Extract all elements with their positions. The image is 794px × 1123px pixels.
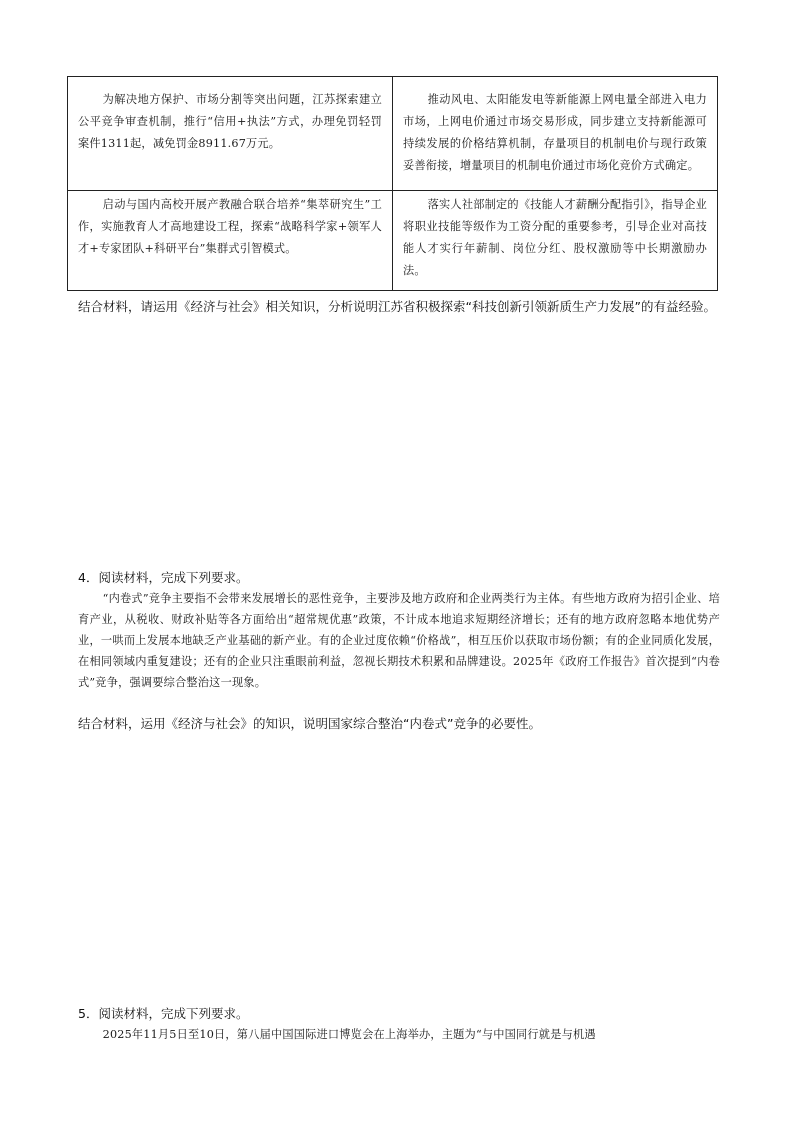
table-cell bbox=[68, 77, 393, 191]
q5-material: 2025年11月5日至10日，第八届中国国际进口博览会在上海举办，主题为“与中国同行就是与机遇 bbox=[102, 1028, 596, 1041]
cell-text: 启动与国内高校开展产教融合联合培养“集萃研究生”工作，实施教育人才高地建设工程，探索“战略科学家+领军人才+专家团队+科研平台”集群式引智模式。 bbox=[78, 198, 382, 255]
q4-prompt: 结合材料，运用《经济与社会》的知识，说明国家综合整治“内卷式”竞争的必要性。 bbox=[78, 716, 541, 731]
table-row bbox=[68, 77, 718, 191]
cell-text: 为解决地方保护、市场分割等突出问题，江苏探索建立公平竞争审查机制，推行“信用+执法”方式，办理免罚轻罚案件1311起，减免罚金8911.67万元。 bbox=[78, 93, 382, 150]
table-cell bbox=[393, 77, 718, 191]
q5-title: 5．阅读材料，完成下列要求。 bbox=[78, 1006, 249, 1021]
cell-text: 落实人社部制定的《技能人才薪酬分配指引》，指导企业将职业技能等级作为工资分配的重要参考，引导企业对高技能人才实行年薪制、岗位分红、股权激励等中长期激励办法。 bbox=[403, 198, 707, 277]
table-cell bbox=[393, 191, 718, 291]
table-cell bbox=[68, 191, 393, 291]
q4-material: “内卷式”竞争主要指不会带来发展增长的恶性竞争，主要涉及地方政府和企业两类行为主体。有些地方政府为招引企业、培育产业，从税收、财政补贴等各方面给出“超常规优惠”政策，不计成本地追求短期经济增长；还有的地方政府忽略本地优势产业，一哄而上发展本地缺乏产业基础的新产业。有的企业过度依赖“价格战”，相互压价以获取市场份额；有的企业同质化发展，在相同领域内重复建设；还有的企业只注重眼前利益，忽视长期技术积累和品牌建设。2025年《政府工作报告》首次提到“内卷式”竞争，强调要综合整治这一现象。 bbox=[78, 592, 720, 689]
table-row bbox=[68, 191, 718, 291]
q3-prompt: 结合材料，请运用《经济与社会》相关知识，分析说明江苏省积极探索“科技创新引领新质生产力发展”的有益经验。 bbox=[78, 299, 716, 314]
measures-table bbox=[67, 76, 718, 291]
cell-text: 推动风电、太阳能发电等新能源上网电量全部进入电力市场，上网电价通过市场交易形成，同步建立支持新能源可持续发展的价格结算机制，存量项目的机制电价与现行政策妥善衔接，增量项目的机制电价通过市场化竞价方式确定。 bbox=[403, 93, 707, 172]
q4-title: 4．阅读材料，完成下列要求。 bbox=[78, 570, 249, 585]
